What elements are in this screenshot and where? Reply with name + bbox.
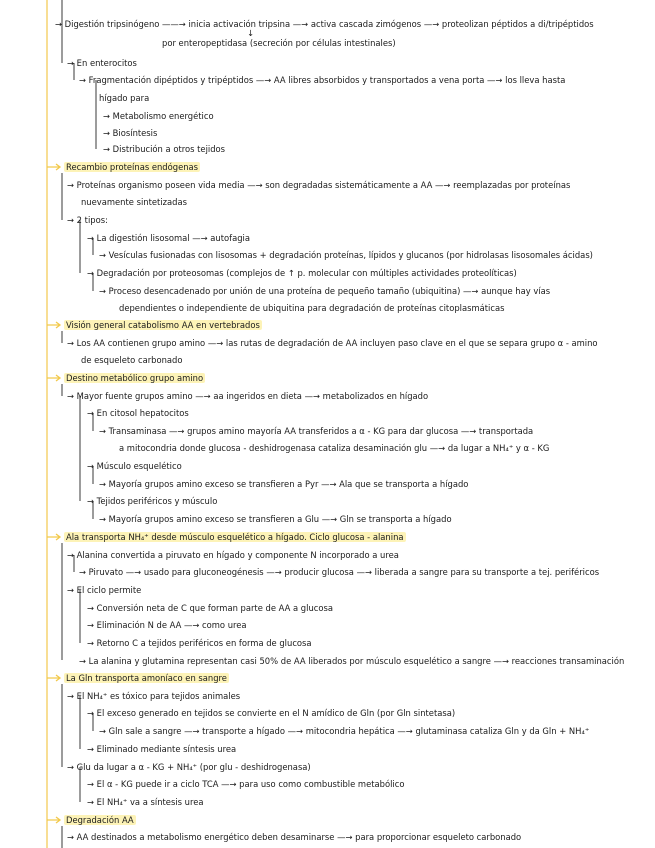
note-line: → Conversión neta de C que forman parte de AA a glucosa bbox=[87, 603, 333, 613]
section-heading: La Gln transporta amoníaco en sangre bbox=[66, 673, 227, 683]
note-line: a mitocondria donde glucosa - deshidrogenasa cataliza desaminación glu —→ da lugar a NH₄⁺ y α - KG bbox=[119, 443, 550, 453]
note-line: → El ciclo permite bbox=[67, 585, 142, 595]
note-line: → Piruvato —→ usado para gluconeogénesis —→ producir glucosa —→ liberada a sangre para su transporte a tej. periféricos bbox=[79, 567, 600, 577]
note-line: → Proteínas organismo poseen vida media —→ son degradadas sistemáticamente a AA —→ reemplazadas por proteínas bbox=[67, 180, 571, 190]
section-heading: Visión general catabolismo AA en vertebrados bbox=[66, 320, 260, 330]
note-line: → Transaminasa —→ grupos amino mayoría AA transferidos a α - KG para dar glucosa —→ transportada bbox=[99, 426, 534, 436]
note-line: → Biosíntesis bbox=[103, 128, 158, 138]
note-line: → En citosol hepatocitos bbox=[87, 408, 189, 418]
section-heading: Degradación AA bbox=[66, 815, 134, 825]
section-heading: Recambio proteínas endógenas bbox=[66, 162, 199, 172]
note-line: → Digestión tripsinógeno ——→ inicia activación tripsina —→ activa cascada zimógenos —→ proteolizan péptidos a di/tripéptidos bbox=[55, 19, 594, 29]
note-line: → 2 tipos: bbox=[67, 215, 108, 225]
down-arrow-icon: ↓ bbox=[247, 28, 255, 38]
note-line: → Fragmentación dipéptidos y tripéptidos —→ AA libres absorbidos y transportados a vena porta —→ los lleva hasta bbox=[79, 75, 566, 85]
note-line: → Mayoría grupos amino exceso se transfieren a Glu —→ Gln se transporta a hígado bbox=[99, 514, 452, 524]
note-line: → El exceso generado en tejidos se convierte en el N amídico de Gln (por Gln sintetasa) bbox=[87, 708, 456, 718]
note-line: → Músculo esquelético bbox=[87, 461, 182, 471]
note-line: → Metabolismo energético bbox=[103, 111, 214, 121]
note-line: → Vesículas fusionadas con lisosomas + degradación proteínas, lípidos y glucanos (por hidrolasas lisosomales ácidas) bbox=[99, 250, 593, 260]
note-line: → Retorno C a tejidos periféricos en forma de glucosa bbox=[87, 638, 312, 648]
note-line: → El α - KG puede ir a ciclo TCA —→ para uso como combustible metabólico bbox=[87, 779, 405, 789]
note-line: → Mayoría grupos amino exceso se transfieren a Pyr —→ Ala que se transporta a hígado bbox=[99, 479, 469, 489]
note-line: → Distribución a otros tejidos bbox=[103, 144, 226, 154]
note-line: → Degradación por proteosomas (complejos de ↑ p. molecular con múltiples actividades proteolíticas) bbox=[87, 268, 517, 278]
note-line: nuevamente sintetizadas bbox=[81, 197, 187, 207]
note-line: → Los AA contienen grupo amino —→ las rutas de degradación de AA incluyen paso clave en el que se separa grupo α - amino bbox=[67, 338, 598, 348]
note-line: → La alanina y glutamina representan casi 50% de AA liberados por músculo esquelético a sangre —→ reacciones transaminación bbox=[79, 656, 625, 666]
section-heading: Ala transporta NH₄⁺ desde músculo esquelético a hígado. Ciclo glucosa - alanina bbox=[66, 532, 404, 542]
note-line: por enteropeptidasa (secreción por células intestinales) bbox=[162, 38, 396, 48]
note-line: → Gln sale a sangre —→ transporte a hígado —→ mitocondria hepática —→ glutaminasa cataliza Gln y da Gln + NH₄⁺ bbox=[99, 726, 590, 736]
note-line: dependientes o independiente de ubiquitina para degradación de proteínas citoplasmáticas bbox=[119, 303, 505, 313]
section-heading: Destino metabólico grupo amino bbox=[66, 373, 204, 383]
note-line: → Alanina convertida a piruvato en hígado y componente N incorporado a urea bbox=[67, 550, 399, 560]
note-line: → Proceso desencadenado por unión de una proteína de pequeño tamaño (ubiquitina) —→ aunque hay vías bbox=[99, 286, 551, 296]
note-line: → Mayor fuente grupos amino —→ aa ingeridos en dieta —→ metabolizados en hígado bbox=[67, 391, 429, 401]
note-line: → Eliminado mediante síntesis urea bbox=[87, 744, 237, 754]
note-line: → Eliminación N de AA —→ como urea bbox=[87, 620, 247, 630]
note-line: → En enterocitos bbox=[67, 58, 137, 68]
note-line: hígado para bbox=[99, 93, 150, 103]
note-line: → AA destinados a metabolismo energético deben desaminarse —→ para proporcionar esqueleto carbonado bbox=[67, 832, 522, 842]
note-line: → La digestión lisosomal —→ autofagia bbox=[87, 233, 250, 243]
note-line: → Glu da lugar a α - KG + NH₄⁺ (por glu - deshidrogenasa) bbox=[67, 762, 311, 772]
note-line: → El NH₄⁺ es tóxico para tejidos animales bbox=[67, 691, 241, 701]
note-line: → Tejidos periféricos y músculo bbox=[87, 496, 218, 506]
note-line: → El NH₄⁺ va a síntesis urea bbox=[87, 797, 204, 807]
note-line: de esqueleto carbonado bbox=[81, 355, 183, 365]
